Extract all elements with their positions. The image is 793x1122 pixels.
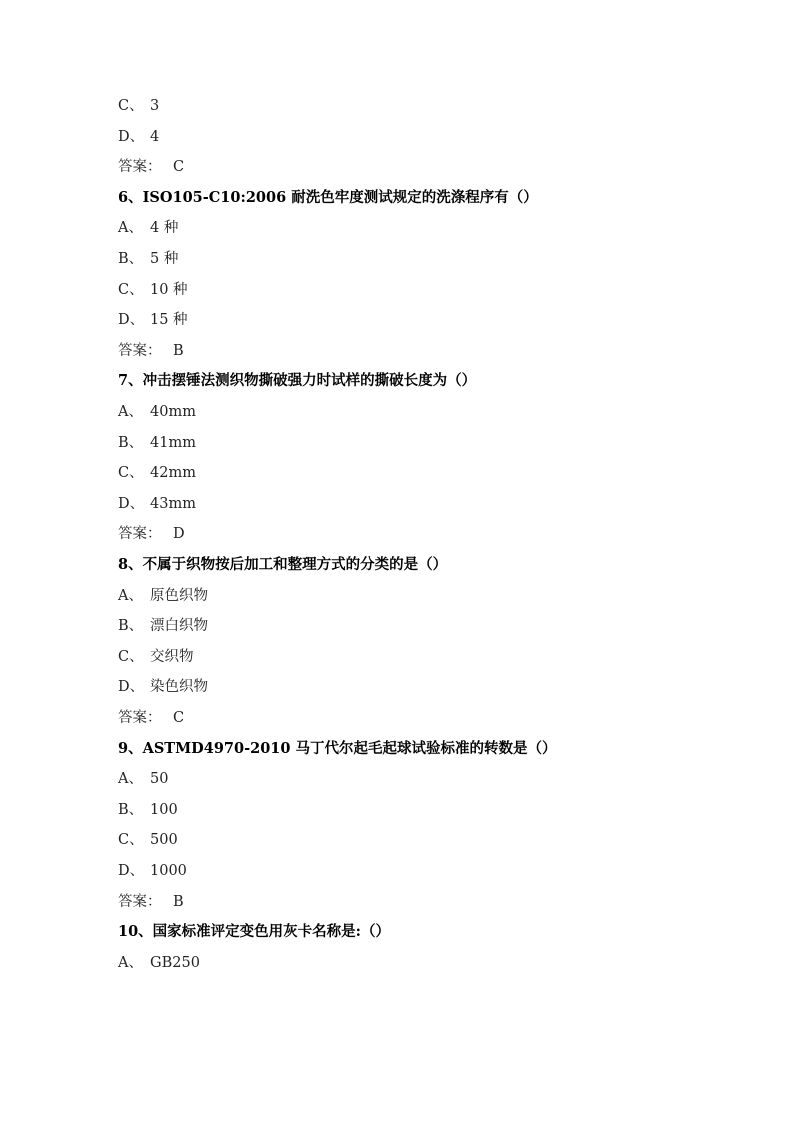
option-letter: C、 — [118, 832, 144, 849]
answer-option — [118, 861, 187, 881]
option-letter: C、 — [118, 648, 144, 665]
answer-option — [118, 616, 208, 636]
answer-option — [118, 127, 159, 147]
option-text: 41mm — [150, 434, 196, 451]
option-text: 100 — [150, 801, 178, 818]
answer-option — [118, 280, 188, 300]
answer-option — [118, 218, 178, 238]
answer-line — [118, 892, 184, 912]
answer-option — [118, 800, 178, 820]
option-letter: D、 — [118, 863, 145, 879]
answer-value: C — [173, 159, 185, 176]
answer-option — [118, 953, 200, 973]
option-text: 3 — [150, 98, 160, 114]
option-text: GB250 — [150, 954, 200, 971]
answer-option — [118, 769, 168, 789]
answer-option — [118, 310, 188, 330]
option-letter: C、 — [118, 465, 144, 482]
answer-option — [118, 494, 196, 514]
answer-option — [118, 830, 178, 850]
option-letter: C、 — [118, 281, 144, 298]
option-letter: D、 — [118, 679, 145, 696]
option-text: 10 种 — [150, 281, 188, 298]
option-text: 1000 — [150, 863, 187, 879]
answer-line — [118, 524, 185, 544]
question-title: 7、冲击摆锤法测织物撕破强力时试样的撕破长度为（） — [118, 372, 477, 390]
option-text: 43mm — [150, 495, 196, 512]
answer-line — [118, 708, 184, 728]
option-text: 40mm — [150, 404, 196, 420]
option-letter: B、 — [118, 618, 144, 635]
option-text: 4 种 — [150, 220, 179, 237]
question-title: 6、ISO105-C10:2006 耐洗色牢度测试规定的洗涤程序有（） — [118, 188, 538, 206]
option-letter: D、 — [118, 495, 145, 512]
option-text: 500 — [150, 832, 178, 849]
answer-value: B — [173, 893, 184, 910]
option-text: 42mm — [150, 465, 196, 482]
answer-label: 答案： — [118, 710, 162, 726]
option-letter: B、 — [118, 251, 144, 267]
answer-option — [118, 647, 194, 667]
option-text: 4 — [150, 128, 160, 145]
question-title: 8、不属于织物按后加工和整理方式的分类的是（） — [118, 556, 448, 573]
option-letter: A、 — [118, 404, 143, 420]
option-text: 50 — [150, 771, 169, 788]
answer-line — [118, 157, 184, 177]
option-text: 5 种 — [150, 251, 179, 267]
answer-label: 答案： — [118, 893, 162, 910]
answer-option — [118, 96, 159, 116]
answer-label: 答案： — [118, 159, 162, 176]
option-letter: A、 — [118, 954, 143, 971]
answer-option — [118, 677, 208, 697]
option-letter: A、 — [118, 771, 143, 788]
answer-label: 答案： — [118, 342, 162, 359]
option-text: 染色织物 — [150, 679, 208, 696]
option-text: 15 种 — [150, 312, 188, 329]
option-text: 原色织物 — [150, 587, 208, 604]
answer-line — [118, 341, 184, 361]
answer-value: B — [173, 342, 184, 359]
answer-value: D — [173, 526, 185, 543]
option-letter: B、 — [118, 801, 144, 818]
option-letter: D、 — [118, 128, 145, 145]
answer-option — [118, 433, 196, 453]
answer-option — [118, 586, 208, 606]
answer-label: 答案： — [118, 526, 162, 543]
question-title: 10、国家标准评定变色用灰卡名称是:（） — [118, 923, 391, 941]
answer-option — [118, 249, 178, 269]
option-letter: D、 — [118, 312, 145, 329]
answer-option — [118, 402, 196, 422]
option-text: 交织物 — [150, 648, 194, 665]
option-letter: C、 — [118, 98, 144, 114]
option-letter: A、 — [118, 220, 143, 237]
answer-option — [118, 463, 196, 483]
question-title: 9、ASTMD4970-2010 马丁代尔起毛起球试验标准的转数是（） — [118, 739, 557, 757]
answer-value: C — [173, 710, 185, 726]
option-text: 漂白织物 — [150, 618, 208, 635]
option-letter: A、 — [118, 587, 143, 604]
option-letter: B、 — [118, 434, 144, 451]
